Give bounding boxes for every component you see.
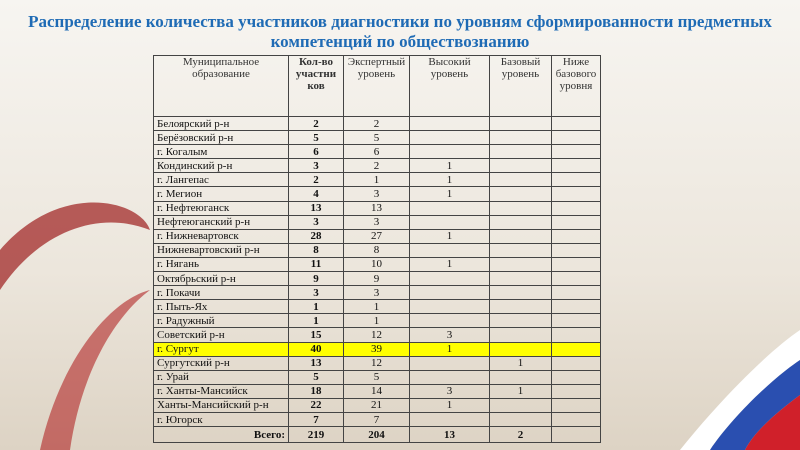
cell-expert: 12 [344, 328, 410, 342]
cell-municipality: г. Покачи [154, 286, 289, 300]
cell-count: 3 [289, 215, 344, 229]
cell-expert: 9 [344, 272, 410, 286]
cell-basic [490, 229, 552, 243]
table-row [154, 272, 601, 286]
cell-count: 15 [289, 328, 344, 342]
cell-basic [490, 314, 552, 328]
cell-high [410, 201, 490, 215]
cell-below-basic [552, 342, 601, 356]
cell-high: 1 [410, 173, 490, 187]
cell-below-basic [552, 201, 601, 215]
header-below-basic: Ниже базового уровня [552, 56, 601, 117]
cell-expert: 8 [344, 243, 410, 257]
header-high: Высокий уровень [410, 56, 490, 117]
cell-below-basic [552, 286, 601, 300]
cell-expert: 27 [344, 229, 410, 243]
cell-expert: 10 [344, 257, 410, 271]
cell-count: 1 [289, 314, 344, 328]
cell-count: 5 [289, 131, 344, 145]
cell-below-basic [552, 370, 601, 384]
cell-basic [490, 342, 552, 356]
cell-count: 28 [289, 229, 344, 243]
cell-basic [490, 398, 552, 412]
cell-municipality: г. Урай [154, 370, 289, 384]
table-row [154, 314, 601, 328]
table-row [154, 398, 601, 412]
table-row [154, 145, 601, 159]
table-row [154, 243, 601, 257]
cell-basic [490, 412, 552, 426]
cell-high: 3 [410, 384, 490, 398]
cell-expert: 21 [344, 398, 410, 412]
cell-basic [490, 272, 552, 286]
header-count: Кол-во участни ков [289, 56, 344, 117]
cell-count: 2 [289, 117, 344, 131]
cell-count: 13 [289, 356, 344, 370]
cell-basic [490, 131, 552, 145]
cell-count: 22 [289, 398, 344, 412]
cell-municipality: г. Лангепас [154, 173, 289, 187]
cell-high [410, 412, 490, 426]
cell-count: 40 [289, 342, 344, 356]
table-row [154, 131, 601, 145]
cell-high [410, 145, 490, 159]
cell-high [410, 272, 490, 286]
table-row [154, 286, 601, 300]
cell-below-basic [552, 229, 601, 243]
cell-basic [490, 286, 552, 300]
cell-high [410, 356, 490, 370]
cell-expert: 1 [344, 300, 410, 314]
cell-municipality: г. Нефтеюганск [154, 201, 289, 215]
cell-count: 13 [289, 201, 344, 215]
cell-high [410, 300, 490, 314]
cell-municipality: г. Пыть-Ях [154, 300, 289, 314]
cell-municipality: г. Нягань [154, 257, 289, 271]
cell-high: 1 [410, 229, 490, 243]
flag-red [745, 395, 800, 450]
header-municipality: Муниципальное образование [154, 56, 289, 117]
cell-expert: 3 [344, 215, 410, 229]
cell-below-basic [552, 243, 601, 257]
cell-below-basic [552, 412, 601, 426]
cell-count: 11 [289, 257, 344, 271]
header-basic: Базовый уровень [490, 56, 552, 117]
cell-municipality: Советский р-н [154, 328, 289, 342]
red-swoosh [0, 203, 150, 291]
cell-expert: 7 [344, 412, 410, 426]
cell-expert: 3 [344, 187, 410, 201]
cell-municipality: Октябрьский р-н [154, 272, 289, 286]
cell-expert: 14 [344, 384, 410, 398]
table-row [154, 173, 601, 187]
cell-below-basic [552, 300, 601, 314]
cell-below-basic [552, 173, 601, 187]
cell-basic [490, 187, 552, 201]
cell-high [410, 370, 490, 384]
cell-below-basic [552, 187, 601, 201]
cell-expert: 2 [344, 117, 410, 131]
cell-basic [490, 215, 552, 229]
cell-basic: 1 [490, 384, 552, 398]
cell-basic [490, 145, 552, 159]
cell-basic [490, 300, 552, 314]
cell-expert: 3 [344, 286, 410, 300]
cell-count: 4 [289, 187, 344, 201]
cell-below-basic [552, 328, 601, 342]
cell-count: 6 [289, 145, 344, 159]
cell-expert: 5 [344, 370, 410, 384]
cell-municipality: г. Ханты-Мансийск [154, 384, 289, 398]
cell-below-basic [552, 257, 601, 271]
cell-municipality: г. Радужный [154, 314, 289, 328]
cell-below-basic [552, 272, 601, 286]
cell-basic [490, 117, 552, 131]
cell-basic [490, 173, 552, 187]
slide-title: Распределение количества участников диагностики по уровням сформированности предметных компетенций по обществознанию [28, 12, 772, 51]
header-expert: Экспертный уровень [344, 56, 410, 117]
cell-below-basic [552, 384, 601, 398]
cell-high [410, 314, 490, 328]
table-row [154, 187, 601, 201]
cell-below-basic [552, 131, 601, 145]
cell-high: 1 [410, 257, 490, 271]
cell-basic [490, 257, 552, 271]
cell-high: 1 [410, 187, 490, 201]
cell-municipality: Всего: [154, 427, 289, 443]
cell-count: 5 [289, 370, 344, 384]
cell-municipality: г. Когалым [154, 145, 289, 159]
cell-basic [490, 370, 552, 384]
table-row [154, 370, 601, 384]
cell-expert: 2 [344, 159, 410, 173]
cell-municipality: г. Мегион [154, 187, 289, 201]
cell-expert: 5 [344, 131, 410, 145]
cell-below-basic [552, 427, 601, 443]
cell-high: 3 [410, 328, 490, 342]
cell-municipality: Сургутский р-н [154, 356, 289, 370]
cell-basic [490, 328, 552, 342]
red-swoosh-2 [40, 290, 150, 450]
table-row [154, 117, 601, 131]
cell-high [410, 131, 490, 145]
cell-high [410, 243, 490, 257]
cell-expert: 39 [344, 342, 410, 356]
cell-count: 18 [289, 384, 344, 398]
cell-municipality: Нефтеюганский р-н [154, 215, 289, 229]
table-row [154, 342, 601, 356]
table-row [154, 300, 601, 314]
cell-expert: 13 [344, 201, 410, 215]
cell-municipality: г. Нижневартовск [154, 229, 289, 243]
cell-expert: 204 [344, 427, 410, 443]
total-row [154, 427, 601, 443]
cell-high: 1 [410, 398, 490, 412]
cell-below-basic [552, 314, 601, 328]
cell-municipality: Белоярский р-н [154, 117, 289, 131]
cell-municipality: Нижневартовский р-н [154, 243, 289, 257]
cell-below-basic [552, 356, 601, 370]
cell-below-basic [552, 117, 601, 131]
cell-count: 9 [289, 272, 344, 286]
cell-basic: 2 [490, 427, 552, 443]
cell-below-basic [552, 159, 601, 173]
cell-below-basic [552, 145, 601, 159]
table-row [154, 412, 601, 426]
cell-count: 3 [289, 159, 344, 173]
cell-count: 7 [289, 412, 344, 426]
cell-basic [490, 243, 552, 257]
cell-expert: 12 [344, 356, 410, 370]
table-row [154, 328, 601, 342]
cell-high: 13 [410, 427, 490, 443]
cell-count: 2 [289, 173, 344, 187]
cell-basic: 1 [490, 356, 552, 370]
cell-municipality: Берёзовский р-н [154, 131, 289, 145]
table-row [154, 356, 601, 370]
cell-basic [490, 159, 552, 173]
cell-municipality: г. Сургут [154, 342, 289, 356]
cell-municipality: Кондинский р-н [154, 159, 289, 173]
cell-municipality: г. Югорск [154, 412, 289, 426]
cell-expert: 1 [344, 173, 410, 187]
cell-below-basic [552, 215, 601, 229]
table-row [154, 201, 601, 215]
flag-blue [710, 360, 800, 450]
cell-expert: 6 [344, 145, 410, 159]
cell-below-basic [552, 398, 601, 412]
table-row [154, 159, 601, 173]
cell-high [410, 286, 490, 300]
table-row [154, 257, 601, 271]
cell-count: 219 [289, 427, 344, 443]
cell-high: 1 [410, 342, 490, 356]
cell-count: 1 [289, 300, 344, 314]
cell-count: 8 [289, 243, 344, 257]
table-row [154, 229, 601, 243]
table-row [154, 384, 601, 398]
table-row [154, 215, 601, 229]
cell-high: 1 [410, 159, 490, 173]
cell-expert: 1 [344, 314, 410, 328]
cell-high [410, 215, 490, 229]
cell-count: 3 [289, 286, 344, 300]
cell-high [410, 117, 490, 131]
participants-table [153, 55, 601, 443]
table-header-row [154, 56, 601, 117]
flag-white [680, 330, 800, 450]
cell-municipality: Ханты-Мансийский р-н [154, 398, 289, 412]
cell-basic [490, 201, 552, 215]
